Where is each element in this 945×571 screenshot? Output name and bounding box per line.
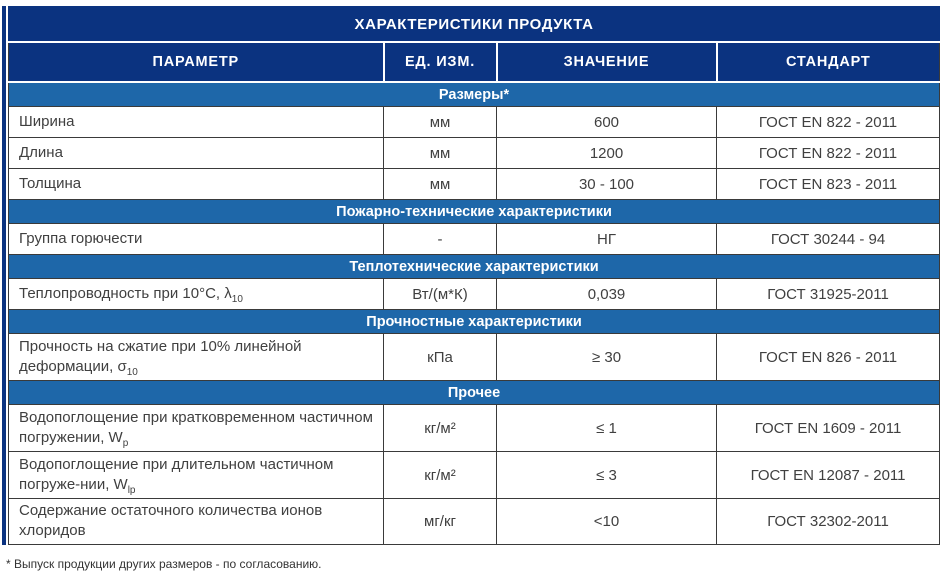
param-subscript: 10	[231, 293, 243, 305]
param-cell: Ширина	[9, 107, 384, 138]
section-heading: Прочностные характеристики	[9, 310, 940, 334]
standard-cell: ГОСТ EN 12087 - 2011	[717, 452, 940, 499]
table-row	[9, 279, 940, 310]
unit-cell: кПа	[384, 334, 497, 381]
unit-cell: кг/м²	[384, 452, 497, 499]
value-cell: 1200	[497, 138, 717, 169]
column-header-param: ПАРАМЕТР	[9, 42, 384, 82]
param-subscript: 10	[126, 367, 138, 378]
section-heading: Размеры*	[9, 82, 940, 107]
value-cell: ≤ 1	[497, 405, 717, 452]
value-cell: 30 - 100	[497, 169, 717, 200]
table-title: ХАРАКТЕРИСТИКИ ПРОДУКТА	[9, 7, 940, 43]
param-cell: Длина	[9, 138, 384, 169]
standard-cell: ГОСТ EN 822 - 2011	[717, 138, 940, 169]
param-text: Теплопроводность при 10°C, λ	[19, 284, 232, 302]
table-row	[9, 334, 940, 381]
param-cell	[9, 452, 384, 499]
unit-cell: мм	[384, 107, 497, 138]
table-row	[9, 499, 940, 545]
param-text: Водопоглощение при кратковременном частичном погружении, W	[19, 408, 373, 446]
value-cell: <10	[497, 499, 717, 545]
column-header-row	[9, 42, 940, 82]
unit-cell: кг/м²	[384, 405, 497, 452]
value-cell: 0,039	[497, 279, 717, 310]
section-header-thermal	[9, 255, 940, 279]
value-cell: 600	[497, 107, 717, 138]
param-subscript: p	[122, 438, 129, 449]
unit-cell: Вт/(м*К)	[384, 279, 497, 310]
footnote: * Выпуск продукции других размеров - по согласованию.	[6, 556, 322, 571]
standard-cell: ГОСТ 32302-2011	[717, 499, 940, 545]
column-header-standard: СТАНДАРТ	[717, 42, 940, 82]
param-cell	[9, 334, 384, 381]
section-header-fire	[9, 200, 940, 224]
standard-cell: ГОСТ 30244 - 94	[717, 224, 940, 255]
standard-cell: ГОСТ EN 826 - 2011	[717, 334, 940, 381]
value-cell: НГ	[497, 224, 717, 255]
table-row	[9, 405, 940, 452]
param-cell: Группа горючести	[9, 224, 384, 255]
column-header-unit: ЕД. ИЗМ.	[384, 42, 497, 82]
table-row	[9, 107, 940, 138]
table-row	[9, 452, 940, 499]
param-cell	[9, 405, 384, 452]
section-header-dimensions	[9, 82, 940, 107]
table-title-row	[9, 7, 940, 43]
product-characteristics-table-area	[2, 6, 939, 545]
table-row	[9, 138, 940, 169]
unit-cell: -	[384, 224, 497, 255]
product-characteristics-table	[8, 6, 940, 545]
param-text: Прочность на сжатие при 10% линейной деформации, σ	[19, 337, 302, 375]
param-subscript: lp	[127, 485, 136, 496]
value-cell: ≤ 3	[497, 452, 717, 499]
param-cell: Толщина	[9, 169, 384, 200]
left-accent-bar	[2, 6, 6, 545]
param-cell: Содержание остаточного количества ионов хлоридов	[9, 499, 384, 545]
section-heading: Прочее	[9, 381, 940, 405]
value-cell: ≥ 30	[497, 334, 717, 381]
param-cell	[9, 279, 384, 310]
table-row	[9, 169, 940, 200]
section-heading: Пожарно-технические характеристики	[9, 200, 940, 224]
section-heading: Теплотехнические характеристики	[9, 255, 940, 279]
table-row	[9, 224, 940, 255]
standard-cell: ГОСТ 31925-2011	[717, 279, 940, 310]
unit-cell: мм	[384, 169, 497, 200]
unit-cell: мг/кг	[384, 499, 497, 545]
standard-cell: ГОСТ EN 1609 - 2011	[717, 405, 940, 452]
section-header-strength	[9, 310, 940, 334]
param-text: Водопоглощение при длительном частичном погруже-нии, W	[19, 455, 334, 493]
standard-cell: ГОСТ EN 822 - 2011	[717, 107, 940, 138]
standard-cell: ГОСТ EN 823 - 2011	[717, 169, 940, 200]
unit-cell: мм	[384, 138, 497, 169]
column-header-value: ЗНАЧЕНИЕ	[497, 42, 717, 82]
section-header-other	[9, 381, 940, 405]
